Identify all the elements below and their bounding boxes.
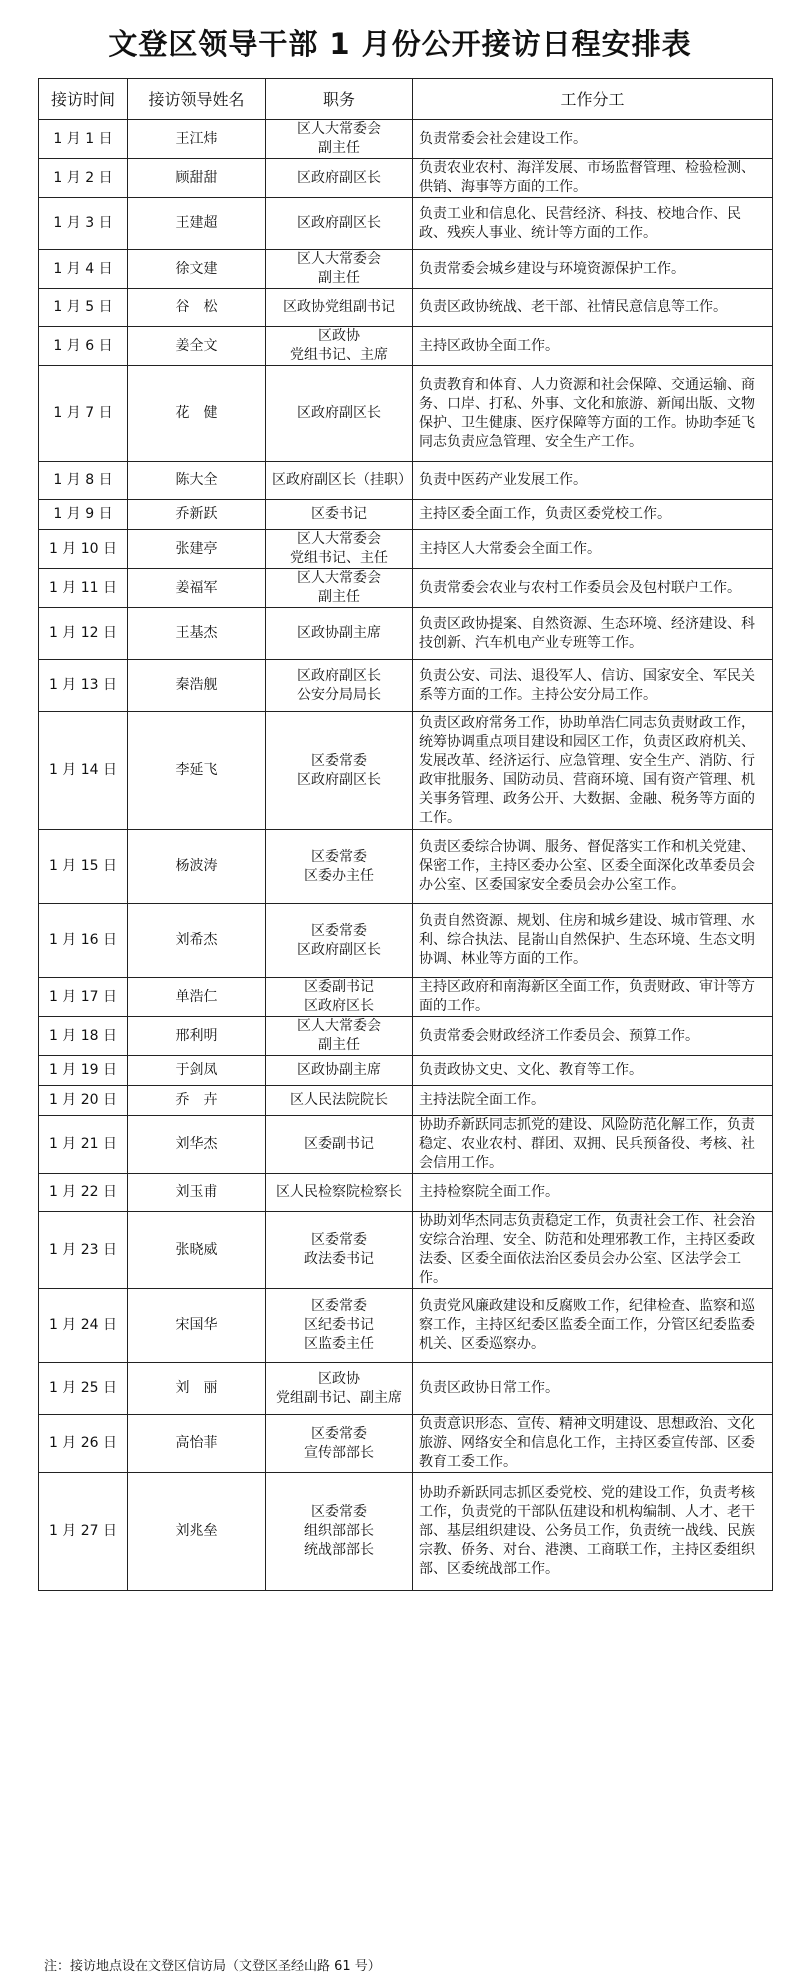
row-date: 1 月 18 日 [39, 1017, 128, 1056]
row-date: 1 月 22 日 [39, 1174, 128, 1212]
row-leader-name: 刘 丽 [128, 1363, 266, 1415]
row-position: 区政府副区长 公安分局局长 [266, 660, 413, 712]
row-leader-name: 秦浩舰 [128, 660, 266, 712]
row-leader-name: 谷 松 [128, 289, 266, 327]
row-date: 1 月 3 日 [39, 198, 128, 250]
table-row [39, 712, 773, 830]
row-leader-name: 姜福军 [128, 569, 266, 608]
row-leader-name: 王江炜 [128, 120, 266, 159]
row-duty: 负责常委会财政经济工作委员会、预算工作。 [413, 1017, 773, 1056]
schedule-table [38, 78, 773, 1591]
row-duty: 主持区人大常委会全面工作。 [413, 530, 773, 569]
row-leader-name: 邢利明 [128, 1017, 266, 1056]
row-position: 区政协 党组书记、主席 [266, 327, 413, 366]
table-row [39, 1116, 773, 1174]
row-leader-name: 宋国华 [128, 1289, 266, 1363]
table-row [39, 904, 773, 978]
row-leader-name: 乔 卉 [128, 1086, 266, 1116]
row-position: 区政府副区长（挂职） [266, 462, 413, 500]
row-leader-name: 刘华杰 [128, 1116, 266, 1174]
row-duty: 负责常委会城乡建设与环境资源保护工作。 [413, 250, 773, 289]
table-row [39, 608, 773, 660]
table-row [39, 327, 773, 366]
row-leader-name: 刘希杰 [128, 904, 266, 978]
row-position: 区人大常委会 副主任 [266, 569, 413, 608]
header-duty: 工作分工 [413, 79, 773, 120]
row-leader-name: 高怡菲 [128, 1415, 266, 1473]
row-position: 区委常委 区委办主任 [266, 830, 413, 904]
row-leader-name: 李延飞 [128, 712, 266, 830]
row-date: 1 月 20 日 [39, 1086, 128, 1116]
row-duty: 协助乔新跃同志抓区委党校、党的建设工作，负责考核工作，负责党的干部队伍建设和机构编制、人才、老干部、基层组织建设、公务员工作，负责统一战线、民族宗教、侨务、对台、港澳、工商联工作，主持区委组织部、区委统战部工作。 [413, 1473, 773, 1591]
row-duty: 负责意识形态、宣传、精神文明建设、思想政治、文化旅游、网络安全和信息化工作，主持区委宣传部、区委教育工委工作。 [413, 1415, 773, 1473]
table-row [39, 1473, 773, 1591]
row-position: 区委常委 区政府副区长 [266, 712, 413, 830]
table-row [39, 289, 773, 327]
row-duty: 负责政协文史、文化、教育等工作。 [413, 1056, 773, 1086]
table-row [39, 250, 773, 289]
row-position: 区人民法院院长 [266, 1086, 413, 1116]
header-leader-name: 接访领导姓名 [128, 79, 266, 120]
row-date: 1 月 9 日 [39, 500, 128, 530]
row-date: 1 月 12 日 [39, 608, 128, 660]
header-position: 职务 [266, 79, 413, 120]
row-date: 1 月 17 日 [39, 978, 128, 1017]
row-leader-name: 刘兆垒 [128, 1473, 266, 1591]
row-position: 区委书记 [266, 500, 413, 530]
row-date: 1 月 27 日 [39, 1473, 128, 1591]
row-leader-name: 徐文建 [128, 250, 266, 289]
row-duty: 负责区政协日常工作。 [413, 1363, 773, 1415]
row-duty: 负责农业农村、海洋发展、市场监督管理、检验检测、供销、海事等方面的工作。 [413, 159, 773, 198]
row-date: 1 月 16 日 [39, 904, 128, 978]
row-leader-name: 陈大全 [128, 462, 266, 500]
row-duty: 负责党风廉政建设和反腐败工作，纪律检查、监察和巡察工作，主持区纪委区监委全面工作，分管区纪委监委机关、区委巡察办。 [413, 1289, 773, 1363]
row-position: 区政协副主席 [266, 1056, 413, 1086]
row-leader-name: 单浩仁 [128, 978, 266, 1017]
document-title: 文登区领导干部 1 月份公开接访日程安排表 [108, 27, 692, 61]
row-date: 1 月 23 日 [39, 1212, 128, 1289]
table-row [39, 978, 773, 1017]
row-leader-name: 姜全文 [128, 327, 266, 366]
row-date: 1 月 5 日 [39, 289, 128, 327]
row-date: 1 月 4 日 [39, 250, 128, 289]
row-duty: 负责中医药产业发展工作。 [413, 462, 773, 500]
row-duty: 负责区政协统战、老干部、社情民意信息等工作。 [413, 289, 773, 327]
row-leader-name: 王基杰 [128, 608, 266, 660]
row-leader-name: 王建超 [128, 198, 266, 250]
row-position: 区委常委 组织部部长 统战部部长 [266, 1473, 413, 1591]
row-duty: 负责区政协提案、自然资源、生态环境、经济建设、科技创新、汽车机电产业专班等工作。 [413, 608, 773, 660]
row-duty: 协助刘华杰同志负责稳定工作，负责社会工作、社会治安综合治理、安全、防范和处理邪教工作，主持区委政法委、区委全面依法治区委员会办公室、区法学会工作。 [413, 1212, 773, 1289]
table-row [39, 830, 773, 904]
row-duty: 负责常委会农业与农村工作委员会及包村联户工作。 [413, 569, 773, 608]
row-duty: 负责公安、司法、退役军人、信访、国家安全、军民关系等方面的工作。主持公安分局工作。 [413, 660, 773, 712]
row-leader-name: 张建亭 [128, 530, 266, 569]
table-row [39, 1363, 773, 1415]
row-position: 区人民检察院检察长 [266, 1174, 413, 1212]
row-duty: 主持法院全面工作。 [413, 1086, 773, 1116]
row-position: 区政府副区长 [266, 366, 413, 462]
row-duty: 负责区政府常务工作，协助单浩仁同志负责财政工作，统筹协调重点项目建设和园区工作，负责区政府机关、发展改革、经济运行、应急管理、安全生产、消防、行政审批服务、国防动员、营商环境、国有资产管理、机关事务管理、政务公开、大数据、金融、税务等方面的工作。 [413, 712, 773, 830]
table-row [39, 462, 773, 500]
table-row [39, 1212, 773, 1289]
row-position: 区政协党组副书记 [266, 289, 413, 327]
row-position: 区政府副区长 [266, 159, 413, 198]
row-leader-name: 顾甜甜 [128, 159, 266, 198]
row-duty: 负责教育和体育、人力资源和社会保障、交通运输、商务、口岸、打私、外事、文化和旅游、新闻出版、文物保护、卫生健康、医疗保障等方面的工作。协助李延飞同志负责应急管理、安全生产工作。 [413, 366, 773, 462]
row-date: 1 月 14 日 [39, 712, 128, 830]
row-duty: 协助乔新跃同志抓党的建设、风险防范化解工作，负责稳定、农业农村、群团、双拥、民兵预备役、考核、社会信用工作。 [413, 1116, 773, 1174]
table-row [39, 1086, 773, 1116]
row-date: 1 月 25 日 [39, 1363, 128, 1415]
row-duty: 负责自然资源、规划、住房和城乡建设、城市管理、水利、综合执法、昆嵛山自然保护、生态环境、生态文明协调、林业等方面的工作。 [413, 904, 773, 978]
row-date: 1 月 26 日 [39, 1415, 128, 1473]
row-position: 区政府副区长 [266, 198, 413, 250]
footnote: 注：接访地点设在文登区信访局（文登区圣经山路 61 号） [44, 1959, 381, 1974]
row-duty: 主持区委全面工作，负责区委党校工作。 [413, 500, 773, 530]
table-row [39, 500, 773, 530]
row-date: 1 月 1 日 [39, 120, 128, 159]
header-row [39, 79, 773, 120]
row-date: 1 月 7 日 [39, 366, 128, 462]
table-row [39, 366, 773, 462]
row-date: 1 月 2 日 [39, 159, 128, 198]
row-leader-name: 刘玉甫 [128, 1174, 266, 1212]
row-date: 1 月 8 日 [39, 462, 128, 500]
row-position: 区人大常委会 副主任 [266, 1017, 413, 1056]
row-date: 1 月 6 日 [39, 327, 128, 366]
row-leader-name: 于剑凤 [128, 1056, 266, 1086]
table-row [39, 569, 773, 608]
row-position: 区政协 党组副书记、副主席 [266, 1363, 413, 1415]
row-leader-name: 花 健 [128, 366, 266, 462]
table-row [39, 159, 773, 198]
table-row [39, 120, 773, 159]
table-row [39, 530, 773, 569]
row-position: 区委常委 区政府副区长 [266, 904, 413, 978]
table-row [39, 660, 773, 712]
table-row [39, 1174, 773, 1212]
row-duty: 主持区政府和南海新区全面工作，负责财政、审计等方面的工作。 [413, 978, 773, 1017]
row-date: 1 月 24 日 [39, 1289, 128, 1363]
row-duty: 主持区政协全面工作。 [413, 327, 773, 366]
row-position: 区委副书记 区政府区长 [266, 978, 413, 1017]
table-row [39, 1289, 773, 1363]
row-date: 1 月 21 日 [39, 1116, 128, 1174]
row-position: 区人大常委会 副主任 [266, 250, 413, 289]
row-date: 1 月 11 日 [39, 569, 128, 608]
table-row [39, 198, 773, 250]
row-leader-name: 杨波涛 [128, 830, 266, 904]
row-date: 1 月 13 日 [39, 660, 128, 712]
schedule-body [39, 120, 773, 1591]
row-position: 区委常委 政法委书记 [266, 1212, 413, 1289]
row-leader-name: 乔新跃 [128, 500, 266, 530]
row-position: 区委常委 宣传部部长 [266, 1415, 413, 1473]
row-position: 区人大常委会 党组书记、主任 [266, 530, 413, 569]
row-duty: 负责工业和信息化、民营经济、科技、校地合作、民政、残疾人事业、统计等方面的工作。 [413, 198, 773, 250]
row-position: 区委常委 区纪委书记 区监委主任 [266, 1289, 413, 1363]
row-duty: 主持检察院全面工作。 [413, 1174, 773, 1212]
row-date: 1 月 15 日 [39, 830, 128, 904]
row-date: 1 月 10 日 [39, 530, 128, 569]
row-duty: 负责常委会社会建设工作。 [413, 120, 773, 159]
row-leader-name: 张晓威 [128, 1212, 266, 1289]
row-position: 区人大常委会 副主任 [266, 120, 413, 159]
table-row [39, 1056, 773, 1086]
row-position: 区委副书记 [266, 1116, 413, 1174]
header-date: 接访时间 [39, 79, 128, 120]
row-duty: 负责区委综合协调、服务、督促落实工作和机关党建、保密工作，主持区委办公室、区委全面深化改革委员会办公室、区委国家安全委员会办公室工作。 [413, 830, 773, 904]
row-position: 区政协副主席 [266, 608, 413, 660]
table-row [39, 1415, 773, 1473]
row-date: 1 月 19 日 [39, 1056, 128, 1086]
table-row [39, 1017, 773, 1056]
